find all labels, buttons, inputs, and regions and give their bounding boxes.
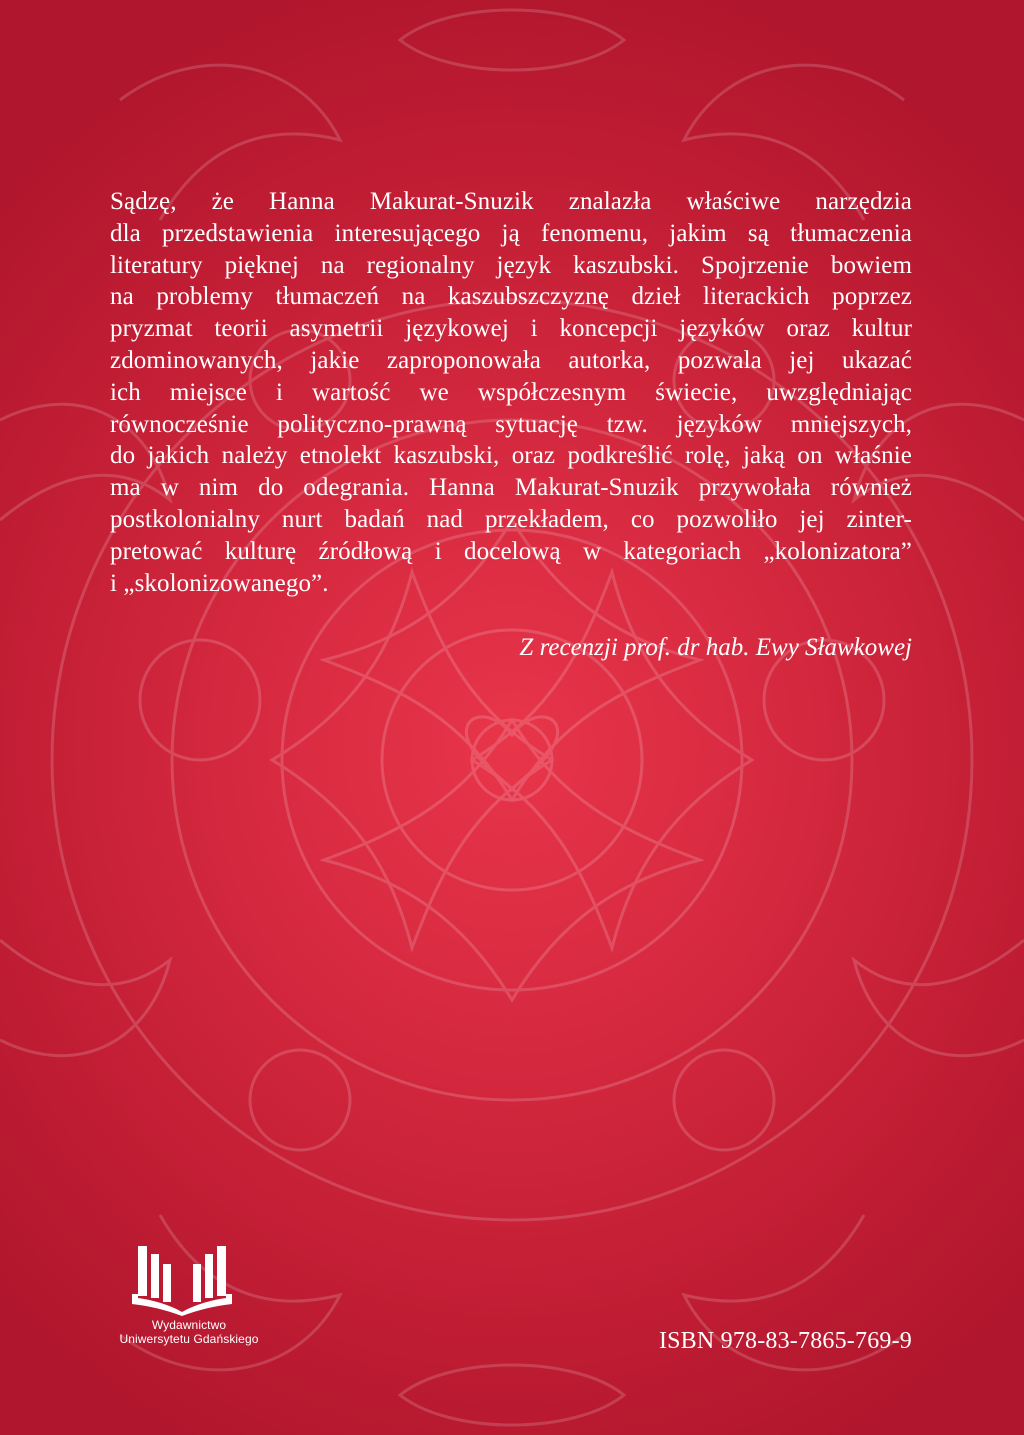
review-line: i „skolonizowanego”. — [110, 569, 329, 597]
review-line: zdominowanych, jakie zaproponowała autorka, pozwala jej ukazać — [110, 346, 912, 374]
review-line: dla przedstawienia interesującego ją fenomenu, jakim są tłumaczenia — [110, 219, 912, 247]
review-line: ich miejsce i wartość we współczesnym świecie, uwzględniając — [110, 378, 912, 406]
review-line: postkolonialny nurt badań nad przekładem, co pozwoliło jej zinter- — [110, 505, 912, 533]
review-line: do jakich należy etnolekt kaszubski, oraz podkreślić rolę, jaką on właśnie — [110, 442, 912, 470]
review-line: ma w nim do odegrania. Hanna Makurat-Snuzik przywołała również — [110, 474, 912, 502]
review-attribution: Z recenzji prof. dr hab. Ewy Sławkowej — [519, 634, 912, 661]
publisher-name-line2: Uniwersytetu Gdańskiego — [119, 1332, 259, 1346]
publisher-logo — [114, 1240, 264, 1360]
review-line: Sądzę, że Hanna Makurat-Snuzik znalazła właściwe narzędzia — [110, 188, 912, 215]
review-line: pretować kulturę źródłową i docelową w kategoriach „kolonizatora” — [110, 537, 912, 565]
review-line: pryzmat teorii asymetrii językowej i koncepcji języków oraz kultur — [110, 315, 912, 343]
review-excerpt — [110, 186, 912, 599]
review-line: na problemy tłumaczeń na kaszubszczyznę dzieł literackich poprzez — [110, 283, 912, 311]
open-book-icon — [132, 1244, 232, 1316]
review-line: literatury pięknej na regionalny język kaszubski. Spojrzenie bowiem — [110, 251, 912, 279]
publisher-name-line1: Wydawnictwo — [151, 1318, 227, 1332]
isbn-number: ISBN 978-83-7865-769-9 — [658, 1328, 912, 1354]
publisher-name — [114, 1318, 264, 1346]
review-line: równocześnie polityczno-prawną sytuację tzw. języków mniejszych, — [110, 410, 912, 438]
